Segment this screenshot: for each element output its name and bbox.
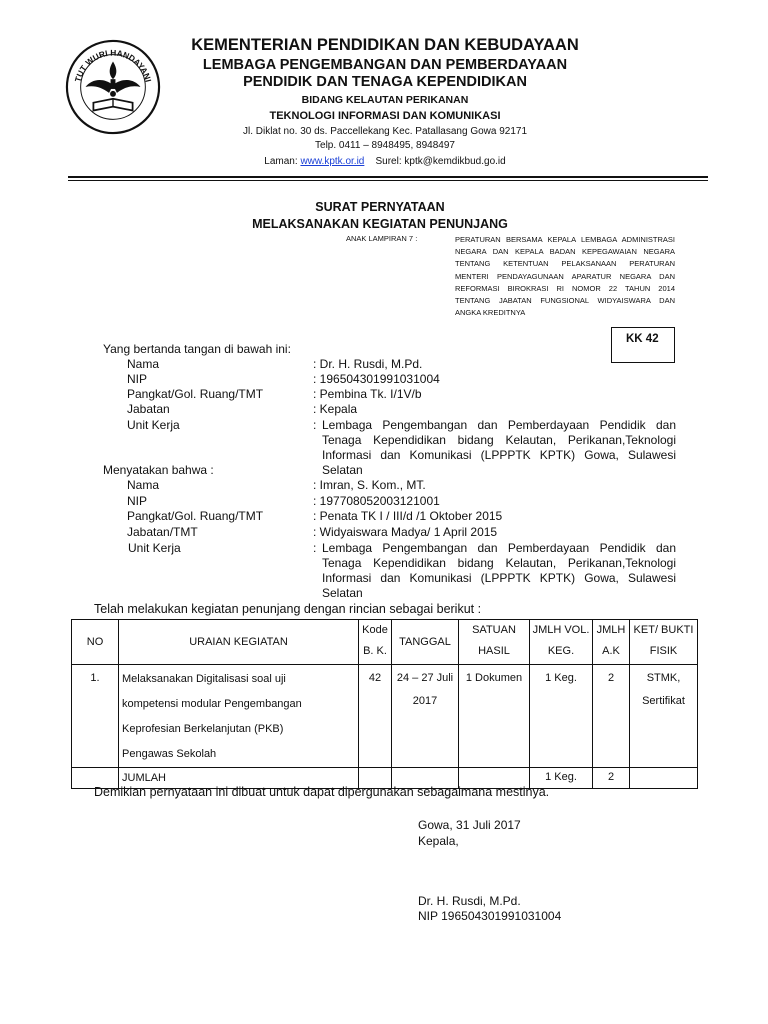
- row-volume: 1 Keg.: [530, 665, 593, 768]
- header-keterangan-line1: KET/ BUKTI: [633, 624, 694, 636]
- header-volume: [530, 620, 593, 665]
- lampiran-label: ANAK LAMPIRAN 7 :: [346, 234, 418, 243]
- letterhead-divider-thick: [68, 176, 708, 178]
- lampiran-reference: PERATURAN BERSAMA KEPALA LEMBAGA ADMINISTRASI NEGARA DAN KEPALA BADAN KEPEGAWAIAN NEGARA TENTANG KETENTUAN PELAKSANAAN PERATURAN MENTERI PENDAYAGUNAAN APARATUR NEGARA DAN REFORMASI BIROKRASI RI NOMOR 22 TAHUN 2014 TENTANG JABATAN FUNGSIONAL WIDYAISWARA DAN ANGKA KREDITNYA: [455, 235, 675, 318]
- row-tanggal-line2: 2017: [412, 695, 438, 707]
- tut-wuri-handayani-emblem: [64, 38, 162, 136]
- row-satuan: 1 Dokumen: [459, 665, 530, 768]
- signer-intro: Yang bertanda tangan di bawah ini:: [103, 342, 291, 356]
- header-volume-line2: KEG.: [547, 645, 575, 657]
- header-satuan-line1: SATUAN: [472, 624, 516, 636]
- total-keterangan-empty: [630, 768, 698, 789]
- subject-name-label: Nama: [127, 478, 160, 492]
- table-intro: Telah melakukan kegiatan penunjang dengan rincian sebagai berikut :: [94, 602, 482, 616]
- letterhead-divider-thin: [68, 180, 708, 181]
- signature-position: Kepala,: [418, 834, 459, 848]
- header-kode-line1: Kode: [362, 624, 388, 636]
- subject-rank: : Penata TK I / III/d /1 Oktober 2015: [313, 509, 503, 523]
- letterhead-address: Jl. Diklat no. 30 ds. Paccellekang Kec. Patallasang Gowa 92171: [242, 126, 528, 137]
- logo-motto: TUT WURI HANDAYANI: [72, 47, 154, 84]
- signer-name-label: Nama: [127, 357, 160, 371]
- signer-unit: Lembaga Pengembangan dan Pemberdayaan Pendidik dan Tenaga Kependidikan bidang Kelautan, Perikanan,Teknologi Informasi dan Komunikasi (LPPPTK KPTK) Gowa, Sulawesi Selatan: [322, 418, 676, 477]
- row-tanggal: [392, 665, 459, 768]
- subject-rank-label: Pangkat/Gol. Ruang/TMT: [127, 509, 264, 523]
- signer-nip-label: NIP: [127, 372, 148, 386]
- activity-table: [71, 619, 698, 789]
- subject-unit-colon: :: [313, 541, 317, 555]
- row-uraian: [119, 665, 359, 768]
- row-ak: 2: [593, 665, 630, 768]
- row-uraian-line3: Keprofesian Berkelanjutan (PKB): [122, 723, 284, 735]
- header-ak-line2: A.K: [602, 645, 620, 657]
- header-keterangan: [630, 620, 698, 665]
- subject-unit-label: Unit Kerja: [128, 541, 181, 555]
- signer-position: : Kepala: [313, 402, 358, 416]
- header-satuan-line2: HASIL: [478, 645, 510, 657]
- signer-position-label: Jabatan: [127, 402, 170, 416]
- row-kode: 42: [359, 665, 392, 768]
- row-keterangan: [630, 665, 698, 768]
- signer-unit-colon: :: [313, 418, 317, 432]
- row-uraian-line2: kompetensi modular Pengembangan: [122, 698, 302, 710]
- signer-nip: : 196504301991031004: [313, 372, 440, 386]
- header-keterangan-line2: FISIK: [649, 645, 678, 657]
- subject-unit: Lembaga Pengembangan dan Pemberdayaan Pendidik dan Tenaga Kependidikan bidang Kelautan, Perikanan,Teknologi Informasi dan Komunikasi (LPPPTK KPTK) Gowa, Sulawesi Selatan: [322, 541, 676, 600]
- header-uraian: URAIAN KEGIATAN: [119, 620, 359, 665]
- table-row: [72, 665, 698, 768]
- letterhead-ministry: KEMENTERIAN PENDIDIKAN DAN KEBUDAYAAN: [191, 36, 579, 54]
- header-kode: [359, 620, 392, 665]
- code-box: [611, 327, 675, 363]
- document-title: SURAT PERNYATAAN: [315, 200, 445, 214]
- signer-rank-label: Pangkat/Gol. Ruang/TMT: [127, 387, 264, 401]
- row-uraian-line1: Melaksanakan Digitalisasi soal uji: [122, 673, 286, 685]
- subject-name: : Imran, S. Kom., MT.: [313, 478, 426, 492]
- email-text: Surel: kptk@kemdikbud.go.id: [375, 156, 506, 167]
- header-ak-line1: JMLH: [596, 624, 626, 636]
- row-tanggal-line1: 24 – 27 Juli: [396, 672, 454, 684]
- total-label: JUMLAH: [119, 768, 359, 789]
- signer-unit-label: Unit Kerja: [127, 418, 180, 432]
- website-link[interactable]: www.kptk.or.id: [300, 156, 365, 167]
- header-tanggal: TANGGAL: [392, 620, 459, 665]
- letterhead-phone: Telp. 0411 – 8948495, 8948497: [315, 140, 455, 151]
- signer-rank: : Pembina Tk. I/1V/b: [313, 387, 422, 401]
- subject-nip: : 197708052003121001: [313, 494, 440, 508]
- header-volume-line1: JMLH VOL.: [532, 624, 590, 636]
- signature-name: Dr. H. Rusdi, M.Pd.: [418, 894, 521, 908]
- total-ak: 2: [593, 768, 630, 789]
- code-box-label: KK 42: [626, 333, 659, 345]
- subject-intro: Menyatakan bahwa :: [103, 463, 214, 477]
- row-no: 1.: [72, 665, 119, 768]
- header-kode-line2: B. K.: [363, 645, 387, 657]
- signer-name: : Dr. H. Rusdi, M.Pd.: [313, 357, 423, 371]
- signature-nip: NIP 196504301991031004: [418, 909, 562, 923]
- header-no: NO: [72, 620, 119, 665]
- letterhead-institution-1: LEMBAGA PENGEMBANGAN DAN PEMBERDAYAAN: [202, 57, 568, 73]
- row-keterangan-line1: STMK,: [646, 672, 681, 684]
- subject-nip-label: NIP: [127, 494, 148, 508]
- subject-position: : Widyaiswara Madya/ 1 April 2015: [313, 525, 498, 539]
- row-keterangan-line2: Sertifikat: [642, 695, 685, 707]
- letterhead-field-1: BIDANG KELAUTAN PERIKANAN: [301, 94, 469, 106]
- ministry-logo: [64, 38, 162, 136]
- header-satuan: [459, 620, 530, 665]
- letterhead-institution-2: PENDIDIK DAN TENAGA KEPENDIDIKAN: [243, 74, 527, 90]
- closing-statement: Demikian pernyataan ini dibuat untuk dapat dipergunakan sebagaimana mestinya.: [94, 785, 550, 799]
- signature-place-date: Gowa, 31 Juli 2017: [418, 818, 521, 832]
- letterhead-contact: [170, 156, 600, 167]
- total-volume: 1 Keg.: [530, 768, 593, 789]
- document-subtitle: MELAKSANAKAN KEGIATAN PENUNJANG: [252, 217, 508, 231]
- table-header-row: [72, 620, 698, 665]
- letterhead-field-2: TEKNOLOGI INFORMASI DAN KOMUNIKASI: [269, 110, 501, 122]
- header-ak: [593, 620, 630, 665]
- subject-position-label: Jabatan/TMT: [127, 525, 198, 539]
- web-label: Laman:: [264, 156, 298, 167]
- row-uraian-line4: Pengawas Sekolah: [122, 748, 217, 760]
